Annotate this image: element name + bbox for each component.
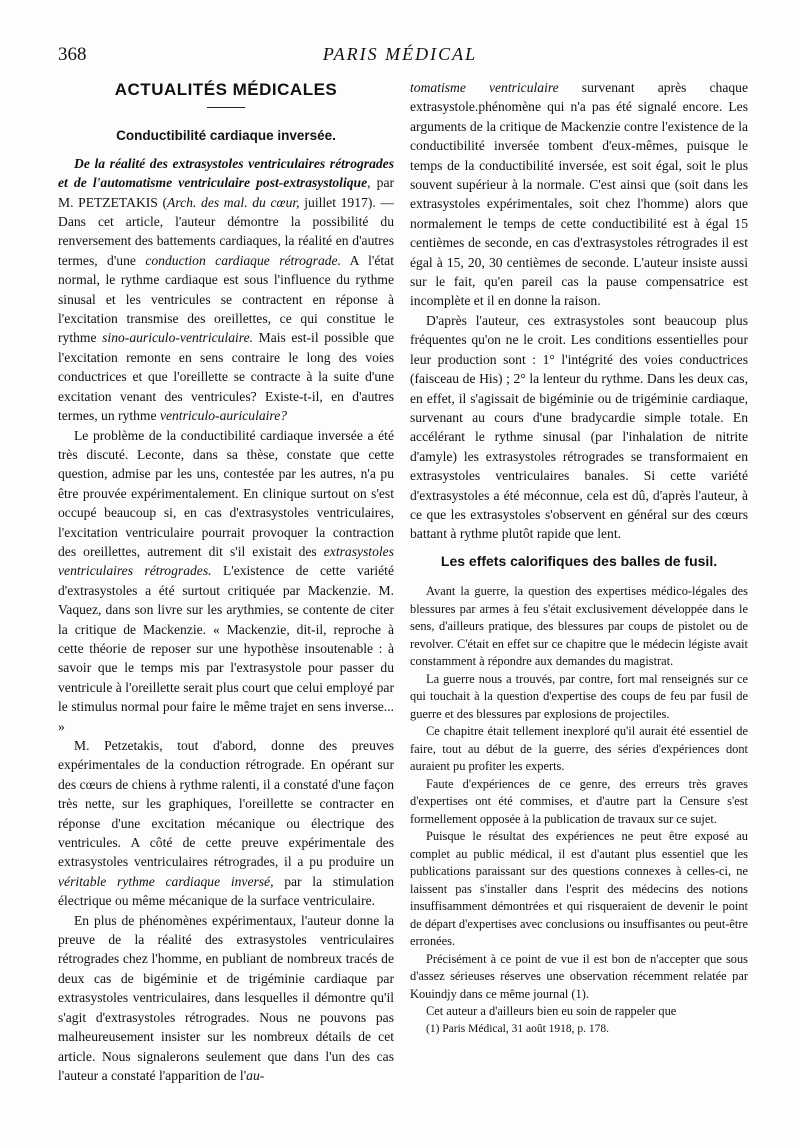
article2-para-7: Cet auteur a d'ailleurs bien eu soin de rappeler que xyxy=(426,1004,677,1019)
page-number: 368 xyxy=(58,44,87,65)
article1-para-4: En plus de phénomènes expérimentaux, l'auteur donne la preuve de la réalité des extrasystoles ventriculaires rétrogrades chez l'homme, en publiant de nombreux tracés de deux cas de bigéminie et de trigéminie cardiaque par extrasystoles ventriculaires, dans lesquelles il démontre qu'il s'agit d'extrasystoles rétrogrades. Nous ne pouvons pas malheureusement insister sur les nombreux détails de cet article. Nous signalerons seulement que dans l'un des cas l'auteur a constaté l'apparition de l'au- xyxy=(58,912,394,1083)
article1-para-1: De la réalité des extrasystoles ventriculaires rétrogrades et de l'automatisme ventriculaire post-extrasystolique, par M. PETZETAKIS (Arch. des mal. du cœur, juillet 1917). — Dans cet article, l'auteur démontre la possibilité du renversement des battements cardiaques, la réalité en d'autres termes, d'une conduction cardiaque rétrograde. A l'état normal, le rythme cardiaque est sous l'influence du rythme sinusal et les ventricules se contractent en réponse à l'excitation transmise des oreillettes, ce qui constitue le rythme sino-auriculo-ventriculaire. Mais est-il possible que l'excitation remonte en sens contraire le long des voies conductrices et que l'oreillette se contracte à la suite d'une excitation venant des ventricules? Existe-t-il, en d'autres termes, un rythme ventriculo-auriculaire? xyxy=(58,155,395,424)
article2-para-5: Puisque le résultat des expériences ne peut être exposé au complet au public médical, il est d'autant plus essentiel que les publications paraissant sur des questions connexes à celles-ci, ne laissent pas s'installer dans l'esprit des médecins des notions insuffisamment démontrées et qui risqueraient de devenir le point de départ d'expertises avec conclusions ou insuffisantes ou peut-être erronées. xyxy=(410,829,748,949)
footnote: (1) Paris Médical, 31 août 1918, p. 178. xyxy=(426,1022,610,1035)
section-title: ACTUALITÉS MÉDICALES xyxy=(114,80,338,99)
article2-para-1: Avant la guerre, la question des expertises médico-légales des blessures par armes à feu s'était exclusivement développée dans le sens, d'ailleurs pratique, des blessures par coups de pistolet ou de revolver. C'était en effet sur ce chapitre que le médecin légiste avait constamment à répondre aux demandes du magistrat. xyxy=(410,584,748,669)
right-column xyxy=(410,78,748,1038)
article2-para-6: Précisément à ce point de vue il est bon de n'accepter que sous d'assez sérieuses réserves une observation récemment relatée par Kouindjy dans ce même journal (1). xyxy=(410,951,748,1001)
running-title: PARIS MÉDICAL xyxy=(322,44,478,64)
article1-para-6: D'après l'auteur, ces extrasystoles sont beaucoup plus fréquentes qu'on ne le croit. Les conditions essentielles pour leur production sont : 1° l'intégrité des voies conductrices (faisceau de His) ; 2° la lenteur du rythme. Dans les deux cas, en effet, il s'agissait de bigéminie ou de trigéminie cardiaque, survenant au cours d'une bradycardie simple totale. En accélérant le rythme sinusal (par l'inhalation de nitrite d'amyle) les extrasystoles rétrogrades se transformaient en extrasystoles ventriculaires banales. Si cette variété d'extrasystoles a été méconnue, cela est dû, d'après l'auteur, à ce que les extrasystoles s'observent en général sur des cœurs battant à rythme plutôt rapide que lent. xyxy=(410,312,748,542)
article2-title: Les effets calorifiques des balles de fusil. xyxy=(440,552,718,569)
article2-para-3: Ce chapitre était tellement inexploré qu'il aurait été essentiel de faire, tout au début de la guerre, des séries d'expériences dont auraient pu profiter les experts. xyxy=(410,724,748,774)
left-column xyxy=(58,80,394,1085)
article1-para-3: M. Petzetakis, tout d'abord, donne des preuves expérimentales de la conduction rétrograde. En opérant sur des cœurs de chiens à rythme ralenti, il a constaté d'une façon très nette, sur les graphiques, l'oreillette se contracter en réponse d'une excitation mécanique ou électrique des ventricules. A côté de cette preuve expérimentale des extrasystoles ventriculaires rétrogrades, il a pu produire un véritable rythme cardiaque inversé, par la stimulation électrique ou même mécanique de la surface ventriculaire. xyxy=(58,738,394,909)
article1-title: Conductibilité cardiaque inversée. xyxy=(116,128,336,144)
article2-para-4: Faute d'expériences de ce genre, des erreurs très graves d'expertises ont été commises, et d'autre part la Censure s'est formellement opposée à la publication de travaux sur ce sujet. xyxy=(410,776,748,826)
article1-para-5: tomatisme ventriculaire survenant après chaque extrasystole.phénomène qui n'a pas été signalé encore. Les arguments de la critique de Mackenzie contre l'existence de la conductibilité inversée tombent d'eux-mêmes, puisque le temps de la conductibilité inversée, est soit égal, soit le plus souvent supérieur à la normale. C'est ainsi que (soit dans les extrasystoles expérimentales, soit chez l'homme) alors que normalement le temps de cette conductibilité est à égal 15 centièmes de seconde, en cas d'extrasystoles rétrogrades il est égal à 15, 20, 30 centièmes de seconde. L'auteur insiste aussi sur le fait, qu'en pareil cas la pause compensatrice est incomplète et il en donne la raison. xyxy=(410,80,748,309)
article2-para-2: La guerre nous a trouvés, par contre, fort mal renseignés sur ce qui touchait à la question d'expertise des coups de feu par fusil de guerre et des blessures par explosions de projectiles. xyxy=(410,671,748,721)
article1-para-2: Le problème de la conductibilité cardiaque inversée a été très discuté. Leconte, dans sa thèse, constate que cette question, admise par les uns, contestée par les autres, n'a pu être prouvée expérimentalement. En clinique surtout on s'est occupé beaucoup si, en cas d'extrasystoles ventriculaires, l'excitation ventriculaire pourrait provoquer la contraction des oreillettes, autrement dit s'il existait des extrasystoles ventriculaires rétrogrades. L'existence de cette variété d'extrasystoles a été surtout critiquée par Mackenzie. M. Vaquez, dans son livre sur les arythmies, se contente de citer la critique de Mackenzie. « Mackenzie, dit-il, reproche à cette théorie de reposer sur une hypothèse insoutenable : à savoir que le temps mis par l'extrasystole pour passer du ventricule à l'oreillette serait plus court que celui employé par le stimulus normal pour faire le même trajet en sens inverse... » xyxy=(58,427,394,734)
title-rule xyxy=(207,107,245,108)
